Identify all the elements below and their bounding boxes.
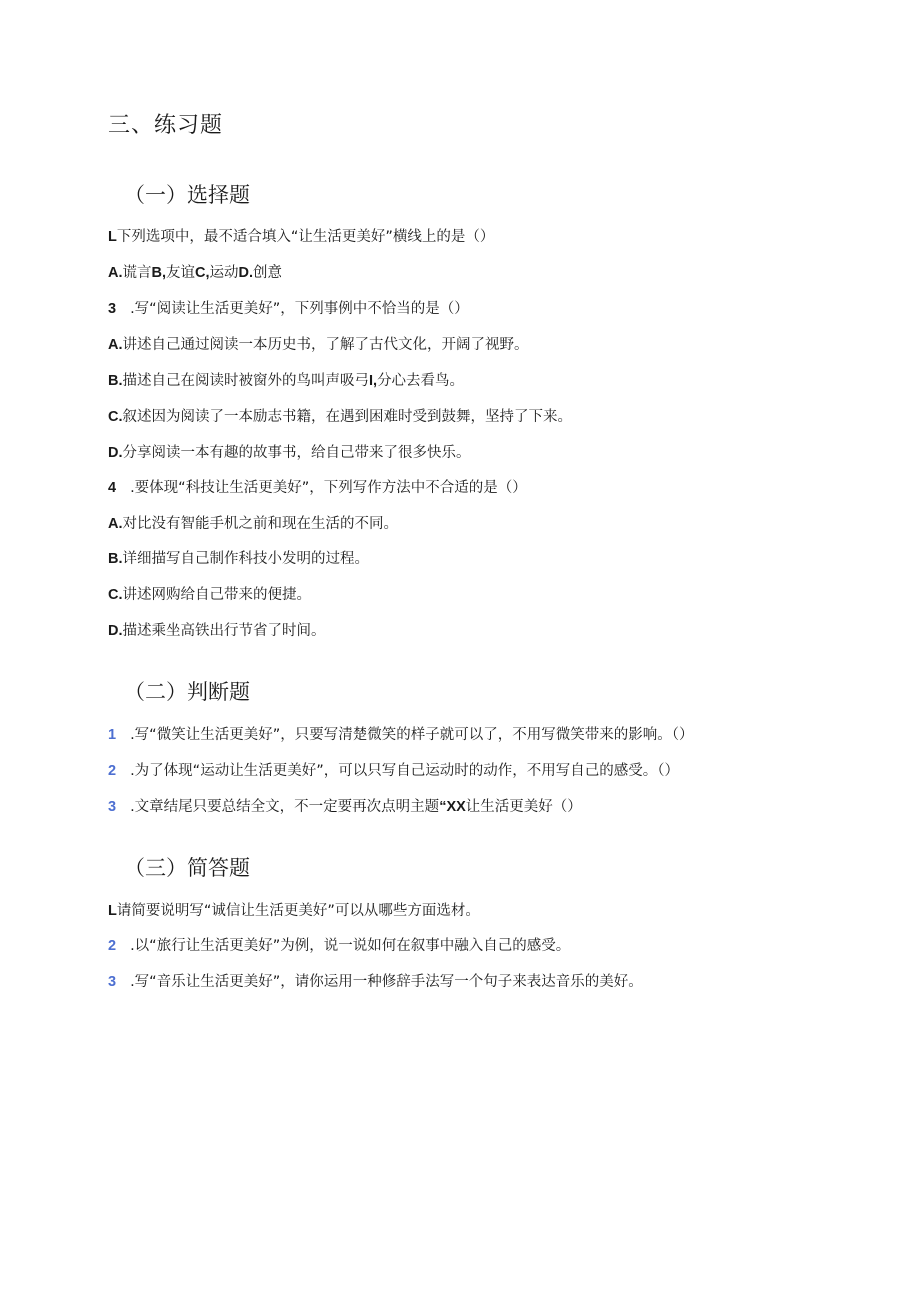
question-number: L <box>108 229 117 245</box>
option-key: D. <box>238 265 253 281</box>
option-key: C. <box>108 587 123 603</box>
option-text: 运动 <box>209 265 239 281</box>
option-key: D. <box>108 623 123 639</box>
question-number: 3 <box>108 974 117 990</box>
option-text: 叙述因为阅读了一本励志书籍，在遇到困难时受到鼓舞，坚持了下来。 <box>122 409 572 425</box>
question-text: 下列选项中，最不适合填入“让生活更美好”横线上的是（） <box>116 229 495 245</box>
question-text: 让生活更美好（） <box>465 799 582 815</box>
question-number: L <box>108 903 117 919</box>
option-text-2: 分心去看鸟。 <box>377 373 465 389</box>
option-text: 详细描写自己制作科技小发明的过程。 <box>122 551 369 567</box>
question-number: 2 <box>108 938 117 954</box>
question-text: .为了体现“运动让生活更美好”，可以只写自己运动时的动作，不用写自己的感受。（） <box>130 763 679 779</box>
question-number: 3 <box>108 301 117 317</box>
part2-heading: （二）判断题 <box>124 680 250 704</box>
question-text: .写“微笑让生活更美好”，只要写清楚微笑的样子就可以了，不用写微笑带来的影响。（） <box>130 727 694 743</box>
question-text: .要体现“科技让生活更美好”，下列写作方法中不合适的是（） <box>130 480 527 496</box>
choice-option <box>108 584 311 606</box>
choice-question-3 <box>108 477 527 499</box>
part1-heading: （一）选择题 <box>124 183 250 207</box>
question-text: .以“旅行让生活更美好”为例，说一说如何在叙事中融入自己的感受。 <box>130 938 571 954</box>
choice-option <box>108 620 326 642</box>
judge-question <box>108 796 582 818</box>
option-key: C, <box>195 265 210 281</box>
option-key: A. <box>108 516 123 532</box>
option-text: 分享阅读一本有趣的故事书，给自己带来了很多快乐。 <box>122 445 471 461</box>
choice-question-1 <box>108 226 494 248</box>
short-answer-question <box>108 971 643 993</box>
question-number: 2 <box>108 763 117 779</box>
choice-option <box>108 370 464 392</box>
option-text: 描述乘坐高铁出行节省了时间。 <box>122 623 326 639</box>
choice-question-2 <box>108 298 469 320</box>
short-answer-question <box>108 900 480 922</box>
option-key-2: I, <box>369 373 378 389</box>
choice-option <box>108 548 369 570</box>
question-text: .写“阅读让生活更美好”，下列事例中不恰当的是（） <box>130 301 469 317</box>
option-text: 描述自己在阅读时被窗外的鸟叫声吸弓 <box>122 373 369 389</box>
question-text-bold: “XX <box>439 799 466 815</box>
option-text: 创意 <box>253 265 282 281</box>
option-key: B. <box>108 373 123 389</box>
choice-option <box>108 334 529 356</box>
question-number: 1 <box>108 727 117 743</box>
question-number: 4 <box>108 480 117 496</box>
option-text: 讲述自己通过阅读一本历史书，了解了古代文化，开阔了视野。 <box>122 337 529 353</box>
option-key: B, <box>151 265 166 281</box>
section-title: 三、练习题 <box>108 113 224 138</box>
option-key: A. <box>108 337 123 353</box>
choice-option <box>108 513 398 535</box>
question-text: .文章结尾只要总结全文，不一定要再次点明主题 <box>130 799 440 815</box>
option-key: D. <box>108 445 123 461</box>
choice-option <box>108 406 572 428</box>
part3-heading: （三）简答题 <box>124 856 250 880</box>
choice-question-1-options <box>108 262 282 284</box>
option-text: 讲述网购给自己带来的便捷。 <box>122 587 311 603</box>
question-number: 3 <box>108 799 117 815</box>
question-text: .写“音乐让生活更美好”，请你运用一种修辞手法写一个句子来表达音乐的美好。 <box>130 974 643 990</box>
question-text: 请简要说明写“诚信让生活更美好”可以从哪些方面选材。 <box>116 903 480 919</box>
option-key: A. <box>108 265 123 281</box>
option-text: 友谊 <box>166 265 195 281</box>
option-key: C. <box>108 409 123 425</box>
judge-question <box>108 724 693 746</box>
option-text: 谎言 <box>122 265 152 281</box>
option-text: 对比没有智能手机之前和现在生活的不同。 <box>122 516 398 532</box>
option-key: B. <box>108 551 123 567</box>
short-answer-question <box>108 935 570 957</box>
judge-question <box>108 760 679 782</box>
choice-option <box>108 442 471 464</box>
